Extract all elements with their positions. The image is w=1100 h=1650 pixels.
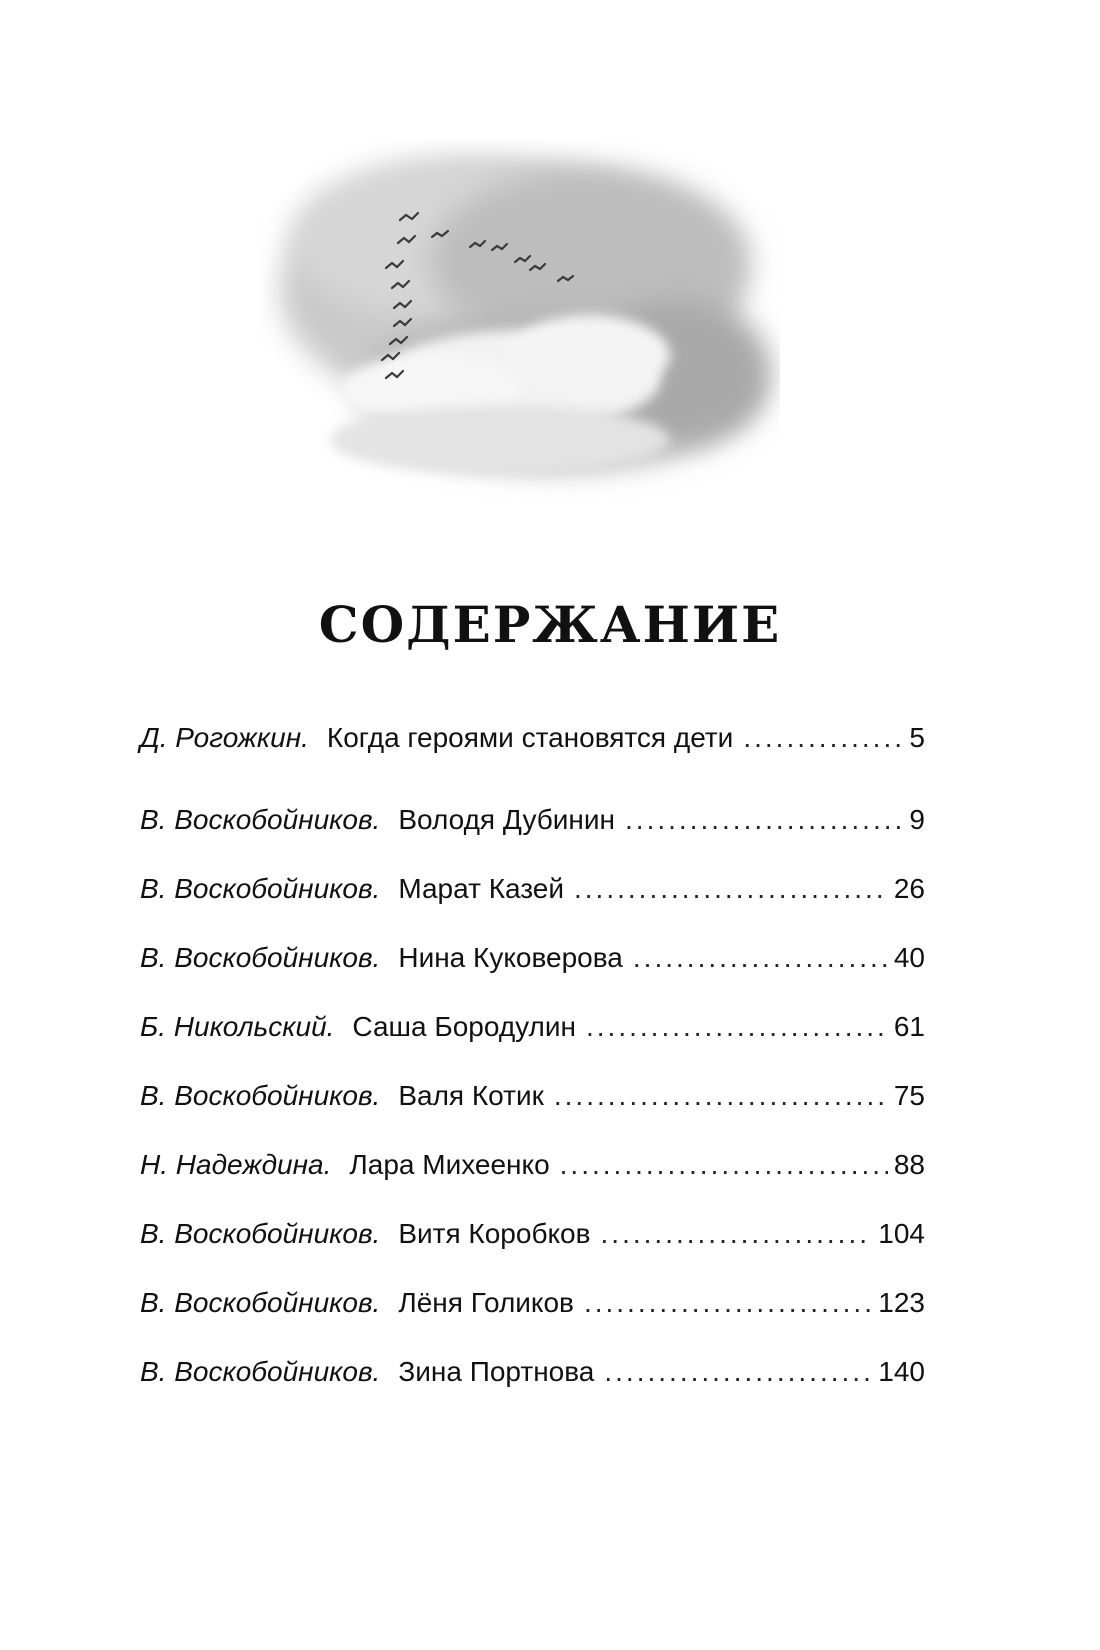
dot-leader <box>604 1352 872 1392</box>
toc-author: Н. Надеждина. <box>140 1149 332 1180</box>
dot-leader <box>554 1076 888 1116</box>
toc-author: В. Воскобойников. <box>140 1356 381 1387</box>
toc-author: В. Воскобойников. <box>140 873 381 904</box>
page-title: СОДЕРЖАНИЕ <box>318 595 782 654</box>
sky-cloud <box>280 160 770 475</box>
toc-page-number: 61 <box>893 1011 925 1042</box>
toc-title: Марат Казей <box>398 873 564 904</box>
toc-page-number: 88 <box>893 1149 925 1180</box>
dot-leader <box>633 938 888 978</box>
dot-leader <box>560 1145 888 1185</box>
toc-author: В. Воскобойников. <box>140 1287 381 1318</box>
toc-author: В. Воскобойников. <box>140 942 381 973</box>
toc-title: Когда героями становятся дети <box>326 722 734 753</box>
toc-title: Валя Котик <box>398 1080 544 1111</box>
toc-entry[interactable] <box>140 1352 925 1392</box>
toc-author: Б. Никольский. <box>140 1011 335 1042</box>
dot-leader <box>574 869 888 909</box>
toc-entry[interactable] <box>140 1283 925 1323</box>
toc-title: Саша Бородулин <box>352 1011 576 1042</box>
toc-author: Д. Рогожкин. <box>140 722 309 753</box>
toc-entry[interactable] <box>140 938 925 978</box>
toc-page-number: 9 <box>909 804 925 835</box>
toc-entry[interactable] <box>140 1007 925 1047</box>
cranes-in-sky-illustration <box>260 140 780 520</box>
toc-title: Зина Портнова <box>398 1356 595 1387</box>
toc-title: Володя Дубинин <box>398 804 616 835</box>
toc-entry[interactable] <box>140 1145 925 1185</box>
toc-entry[interactable] <box>140 718 925 758</box>
toc-title: Нина Куковерова <box>398 942 623 973</box>
toc-entry[interactable] <box>140 1214 925 1254</box>
toc-author: В. Воскобойников. <box>140 1218 381 1249</box>
toc-page-number: 123 <box>878 1287 925 1318</box>
toc-title: Витя Коробков <box>398 1218 591 1249</box>
toc-title: Лёня Голиков <box>398 1287 574 1318</box>
toc-page-number: 26 <box>893 873 925 904</box>
toc-page-number: 140 <box>878 1356 925 1387</box>
toc-page-number: 104 <box>878 1218 925 1249</box>
dot-leader <box>743 718 903 758</box>
dot-leader <box>625 800 903 840</box>
toc-entry[interactable] <box>140 869 925 909</box>
toc-page-number: 5 <box>909 722 925 753</box>
dot-leader <box>601 1214 873 1254</box>
toc-page-number: 75 <box>893 1080 925 1111</box>
toc-page-number: 40 <box>893 942 925 973</box>
toc-entry[interactable] <box>140 1076 925 1116</box>
toc-entry[interactable] <box>140 800 925 840</box>
dot-leader <box>584 1283 872 1323</box>
dot-leader <box>586 1007 888 1047</box>
toc-title: Лара Михеенко <box>349 1149 550 1180</box>
toc-author: В. Воскобойников. <box>140 804 381 835</box>
toc-author: В. Воскобойников. <box>140 1080 381 1111</box>
